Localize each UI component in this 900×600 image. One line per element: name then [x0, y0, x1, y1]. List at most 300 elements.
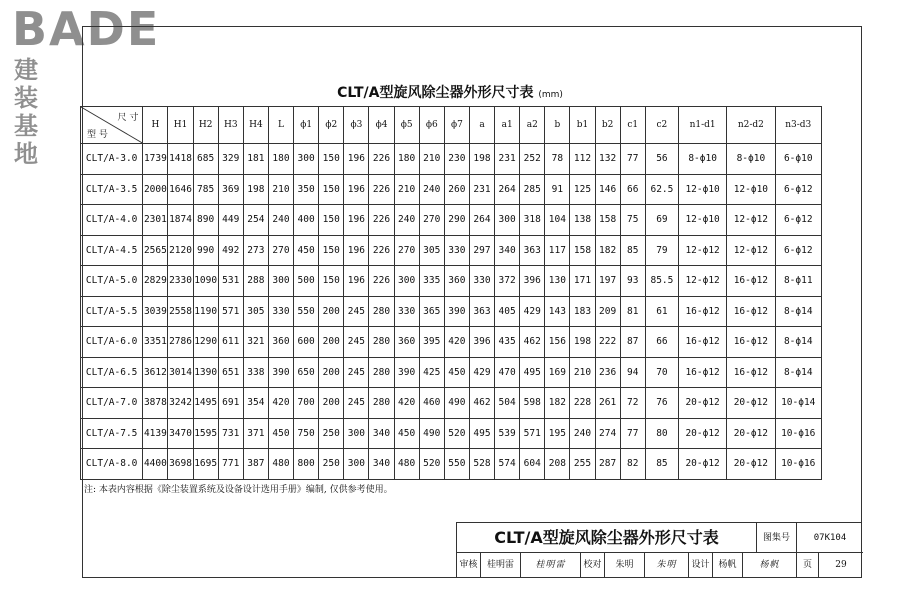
value-cell: 150	[319, 205, 344, 236]
value-cell: 300	[294, 144, 319, 175]
value-cell: 70	[645, 357, 678, 388]
table-row	[81, 266, 822, 297]
logo-subtitle: 建装基地	[14, 56, 42, 168]
value-cell: 200	[319, 296, 344, 327]
value-cell: 208	[545, 449, 570, 480]
page-title	[0, 82, 900, 102]
table-note: 注: 本表内容根据《除尘装置系统及设备设计选用手册》编制, 仅供参考使用。	[84, 485, 393, 495]
value-cell: 61	[645, 296, 678, 327]
value-cell: 350	[294, 174, 319, 205]
value-cell: 226	[369, 144, 394, 175]
table-row	[81, 144, 822, 175]
value-cell: 360	[444, 266, 469, 297]
value-cell: 87	[620, 327, 645, 358]
value-cell: 12-ϕ12	[679, 266, 727, 297]
value-cell: 12-ϕ12	[679, 235, 727, 266]
value-cell: 245	[344, 388, 369, 419]
value-cell: 104	[545, 205, 570, 236]
value-cell: 16-ϕ12	[679, 296, 727, 327]
value-cell: 12-ϕ10	[679, 174, 727, 205]
value-cell: 363	[520, 235, 545, 266]
value-cell: 195	[545, 418, 570, 449]
value-cell: 2120	[168, 235, 193, 266]
value-cell: 72	[620, 388, 645, 419]
review-name: 桂明雷	[481, 553, 521, 577]
value-cell: 16-ϕ12	[727, 296, 775, 327]
value-cell: 685	[193, 144, 218, 175]
value-cell: 571	[520, 418, 545, 449]
value-cell: 150	[319, 266, 344, 297]
value-cell: 288	[243, 266, 268, 297]
value-cell: 132	[595, 144, 620, 175]
value-cell: 387	[243, 449, 268, 480]
value-cell: 250	[319, 418, 344, 449]
value-cell: 1595	[193, 418, 218, 449]
value-cell: 450	[268, 418, 293, 449]
table-row	[81, 205, 822, 236]
value-cell: 180	[268, 144, 293, 175]
value-cell: 285	[520, 174, 545, 205]
column-header: L	[268, 107, 293, 144]
header-diagonal-cell	[81, 107, 143, 144]
value-cell: 209	[595, 296, 620, 327]
value-cell: 85.5	[645, 266, 678, 297]
review-signature: 桂明雷	[521, 553, 581, 577]
value-cell: 196	[344, 174, 369, 205]
value-cell: 62.5	[645, 174, 678, 205]
dimension-table	[80, 106, 822, 480]
value-cell: 550	[444, 449, 469, 480]
column-header: c1	[620, 107, 645, 144]
value-cell: 340	[495, 235, 520, 266]
value-cell: 360	[268, 327, 293, 358]
value-cell: 252	[520, 144, 545, 175]
value-cell: 254	[243, 205, 268, 236]
value-cell: 171	[570, 266, 595, 297]
value-cell: 2330	[168, 266, 193, 297]
value-cell: 8-ϕ14	[775, 296, 822, 327]
value-cell: 260	[444, 174, 469, 205]
value-cell: 495	[520, 357, 545, 388]
value-cell: 3470	[168, 418, 193, 449]
value-cell: 20-ϕ12	[679, 418, 727, 449]
table-body	[81, 144, 822, 480]
column-header: ϕ4	[369, 107, 394, 144]
value-cell: 731	[218, 418, 243, 449]
value-cell: 8-ϕ10	[727, 144, 775, 175]
value-cell: 611	[218, 327, 243, 358]
column-header: ϕ1	[294, 107, 319, 144]
value-cell: 360	[394, 327, 419, 358]
model-cell: CLT/A-8.0	[81, 449, 143, 480]
value-cell: 182	[595, 235, 620, 266]
value-cell: 6-ϕ12	[775, 205, 822, 236]
value-cell: 318	[520, 205, 545, 236]
value-cell: 420	[268, 388, 293, 419]
value-cell: 261	[595, 388, 620, 419]
column-header: ϕ7	[444, 107, 469, 144]
value-cell: 169	[545, 357, 570, 388]
value-cell: 600	[294, 327, 319, 358]
value-cell: 16-ϕ12	[679, 327, 727, 358]
value-cell: 528	[469, 449, 494, 480]
value-cell: 12-ϕ10	[679, 205, 727, 236]
value-cell: 490	[444, 388, 469, 419]
value-cell: 300	[344, 418, 369, 449]
value-cell: 16-ϕ12	[679, 357, 727, 388]
value-cell: 56	[645, 144, 678, 175]
value-cell: 520	[419, 449, 444, 480]
value-cell: 2558	[168, 296, 193, 327]
value-cell: 2000	[143, 174, 168, 205]
table-row	[81, 296, 822, 327]
value-cell: 20-ϕ12	[727, 418, 775, 449]
table-row	[81, 357, 822, 388]
column-header: b	[545, 107, 570, 144]
value-cell: 222	[595, 327, 620, 358]
value-cell: 150	[319, 174, 344, 205]
value-cell: 651	[218, 357, 243, 388]
value-cell: 181	[243, 144, 268, 175]
column-header: ϕ3	[344, 107, 369, 144]
value-cell: 183	[570, 296, 595, 327]
value-cell: 12-ϕ12	[727, 205, 775, 236]
value-cell: 198	[243, 174, 268, 205]
value-cell: 10-ϕ16	[775, 449, 822, 480]
value-cell: 12-ϕ12	[727, 235, 775, 266]
column-header: n2-d2	[727, 107, 775, 144]
value-cell: 200	[319, 357, 344, 388]
check-signature: 朱明	[645, 553, 689, 577]
design-label: 设计	[689, 553, 713, 577]
title-block	[456, 522, 862, 578]
value-cell: 280	[369, 296, 394, 327]
value-cell: 321	[243, 327, 268, 358]
value-cell: 2565	[143, 235, 168, 266]
value-cell: 371	[243, 418, 268, 449]
value-cell: 365	[419, 296, 444, 327]
value-cell: 226	[369, 235, 394, 266]
table-row	[81, 327, 822, 358]
value-cell: 82	[620, 449, 645, 480]
value-cell: 245	[344, 327, 369, 358]
value-cell: 330	[469, 266, 494, 297]
value-cell: 240	[419, 174, 444, 205]
value-cell: 200	[319, 327, 344, 358]
atlas-number: 07K104	[797, 523, 863, 553]
value-cell: 80	[645, 418, 678, 449]
value-cell: 4400	[143, 449, 168, 480]
value-cell: 20-ϕ12	[727, 449, 775, 480]
table-row	[81, 449, 822, 480]
value-cell: 264	[495, 174, 520, 205]
value-cell: 8-ϕ10	[679, 144, 727, 175]
value-cell: 91	[545, 174, 570, 205]
model-cell: CLT/A-4.0	[81, 205, 143, 236]
column-header: a	[469, 107, 494, 144]
value-cell: 429	[469, 357, 494, 388]
logo-brand: BADE	[12, 2, 161, 56]
value-cell: 78	[545, 144, 570, 175]
model-cell: CLT/A-6.5	[81, 357, 143, 388]
value-cell: 226	[369, 205, 394, 236]
value-cell: 462	[469, 388, 494, 419]
value-cell: 156	[545, 327, 570, 358]
model-cell: CLT/A-5.5	[81, 296, 143, 327]
value-cell: 429	[520, 296, 545, 327]
model-cell: CLT/A-6.0	[81, 327, 143, 358]
value-cell: 270	[419, 205, 444, 236]
value-cell: 130	[545, 266, 570, 297]
value-cell: 93	[620, 266, 645, 297]
value-cell: 396	[520, 266, 545, 297]
value-cell: 305	[243, 296, 268, 327]
value-cell: 330	[394, 296, 419, 327]
column-header: H4	[243, 107, 268, 144]
table-row	[81, 388, 822, 419]
value-cell: 3242	[168, 388, 193, 419]
value-cell: 158	[595, 205, 620, 236]
value-cell: 125	[570, 174, 595, 205]
column-header: c2	[645, 107, 678, 144]
value-cell: 146	[595, 174, 620, 205]
value-cell: 20-ϕ12	[727, 388, 775, 419]
value-cell: 470	[495, 357, 520, 388]
value-cell: 420	[394, 388, 419, 419]
value-cell: 297	[469, 235, 494, 266]
value-cell: 372	[495, 266, 520, 297]
value-cell: 539	[495, 418, 520, 449]
value-cell: 200	[319, 388, 344, 419]
value-cell: 66	[645, 327, 678, 358]
value-cell: 270	[268, 235, 293, 266]
model-cell: CLT/A-3.0	[81, 144, 143, 175]
value-cell: 462	[520, 327, 545, 358]
value-cell: 280	[369, 327, 394, 358]
value-cell: 691	[218, 388, 243, 419]
value-cell: 420	[444, 327, 469, 358]
header-model-label: 型 号	[87, 130, 108, 140]
value-cell: 231	[469, 174, 494, 205]
atlas-label: 图集号	[757, 523, 797, 553]
value-cell: 280	[369, 388, 394, 419]
value-cell: 369	[218, 174, 243, 205]
value-cell: 69	[645, 205, 678, 236]
table-row	[81, 235, 822, 266]
value-cell: 280	[369, 357, 394, 388]
column-header: ϕ6	[419, 107, 444, 144]
value-cell: 16-ϕ12	[727, 266, 775, 297]
value-cell: 250	[319, 449, 344, 480]
table-row	[81, 418, 822, 449]
value-cell: 300	[344, 449, 369, 480]
value-cell: 240	[394, 205, 419, 236]
value-cell: 574	[495, 449, 520, 480]
value-cell: 20-ϕ12	[679, 449, 727, 480]
value-cell: 500	[294, 266, 319, 297]
title-block-title: CLT/A型旋风除尘器外形尺寸表	[457, 523, 757, 553]
value-cell: 77	[620, 144, 645, 175]
design-name: 杨帆	[713, 553, 743, 577]
design-signature: 杨帆	[743, 553, 797, 577]
value-cell: 1874	[168, 205, 193, 236]
value-cell: 196	[344, 144, 369, 175]
value-cell: 245	[344, 357, 369, 388]
value-cell: 338	[243, 357, 268, 388]
value-cell: 785	[193, 174, 218, 205]
value-cell: 450	[394, 418, 419, 449]
value-cell: 480	[268, 449, 293, 480]
value-cell: 66	[620, 174, 645, 205]
value-cell: 750	[294, 418, 319, 449]
column-header: H2	[193, 107, 218, 144]
value-cell: 236	[595, 357, 620, 388]
value-cell: 264	[469, 205, 494, 236]
value-cell: 800	[294, 449, 319, 480]
value-cell: 449	[218, 205, 243, 236]
value-cell: 197	[595, 266, 620, 297]
check-label: 校对	[581, 553, 605, 577]
value-cell: 330	[268, 296, 293, 327]
value-cell: 158	[570, 235, 595, 266]
value-cell: 245	[344, 296, 369, 327]
value-cell: 520	[444, 418, 469, 449]
value-cell: 230	[444, 144, 469, 175]
value-cell: 1695	[193, 449, 218, 480]
value-cell: 330	[444, 235, 469, 266]
value-cell: 480	[394, 449, 419, 480]
value-cell: 180	[394, 144, 419, 175]
value-cell: 81	[620, 296, 645, 327]
value-cell: 6-ϕ12	[775, 174, 822, 205]
model-cell: CLT/A-4.5	[81, 235, 143, 266]
value-cell: 531	[218, 266, 243, 297]
value-cell: 1090	[193, 266, 218, 297]
value-cell: 604	[520, 449, 545, 480]
value-cell: 85	[620, 235, 645, 266]
value-cell: 340	[369, 418, 394, 449]
value-cell: 6-ϕ12	[775, 235, 822, 266]
value-cell: 396	[469, 327, 494, 358]
table-header-row	[81, 107, 822, 144]
column-header: a1	[495, 107, 520, 144]
value-cell: 435	[495, 327, 520, 358]
value-cell: 890	[193, 205, 218, 236]
value-cell: 8-ϕ11	[775, 266, 822, 297]
value-cell: 300	[495, 205, 520, 236]
value-cell: 94	[620, 357, 645, 388]
value-cell: 1418	[168, 144, 193, 175]
value-cell: 340	[369, 449, 394, 480]
value-cell: 450	[444, 357, 469, 388]
column-header: H3	[218, 107, 243, 144]
value-cell: 143	[545, 296, 570, 327]
value-cell: 495	[469, 418, 494, 449]
value-cell: 273	[243, 235, 268, 266]
value-cell: 210	[394, 174, 419, 205]
value-cell: 240	[570, 418, 595, 449]
column-header: b2	[595, 107, 620, 144]
value-cell: 210	[419, 144, 444, 175]
value-cell: 12-ϕ10	[727, 174, 775, 205]
value-cell: 77	[620, 418, 645, 449]
value-cell: 198	[570, 327, 595, 358]
title-unit: (mm)	[538, 90, 563, 100]
value-cell: 10-ϕ16	[775, 418, 822, 449]
value-cell: 3698	[168, 449, 193, 480]
value-cell: 1190	[193, 296, 218, 327]
value-cell: 3014	[168, 357, 193, 388]
value-cell: 2301	[143, 205, 168, 236]
value-cell: 20-ϕ12	[679, 388, 727, 419]
value-cell: 287	[595, 449, 620, 480]
value-cell: 490	[419, 418, 444, 449]
model-cell: CLT/A-7.5	[81, 418, 143, 449]
value-cell: 16-ϕ12	[727, 357, 775, 388]
value-cell: 75	[620, 205, 645, 236]
value-cell: 700	[294, 388, 319, 419]
value-cell: 400	[294, 205, 319, 236]
value-cell: 274	[595, 418, 620, 449]
column-header: H1	[168, 107, 193, 144]
value-cell: 150	[319, 235, 344, 266]
model-cell: CLT/A-5.0	[81, 266, 143, 297]
value-cell: 6-ϕ10	[775, 144, 822, 175]
value-cell: 390	[444, 296, 469, 327]
value-cell: 3612	[143, 357, 168, 388]
value-cell: 196	[344, 266, 369, 297]
value-cell: 492	[218, 235, 243, 266]
column-header: ϕ5	[394, 107, 419, 144]
value-cell: 255	[570, 449, 595, 480]
value-cell: 329	[218, 144, 243, 175]
model-cell: CLT/A-7.0	[81, 388, 143, 419]
value-cell: 210	[570, 357, 595, 388]
value-cell: 228	[570, 388, 595, 419]
value-cell: 8-ϕ14	[775, 357, 822, 388]
value-cell: 550	[294, 296, 319, 327]
value-cell: 138	[570, 205, 595, 236]
check-name: 朱明	[605, 553, 645, 577]
value-cell: 198	[469, 144, 494, 175]
review-label: 审核	[457, 553, 481, 577]
value-cell: 4139	[143, 418, 168, 449]
value-cell: 598	[520, 388, 545, 419]
value-cell: 8-ϕ14	[775, 327, 822, 358]
value-cell: 85	[645, 449, 678, 480]
value-cell: 571	[218, 296, 243, 327]
value-cell: 117	[545, 235, 570, 266]
value-cell: 290	[444, 205, 469, 236]
value-cell: 354	[243, 388, 268, 419]
value-cell: 76	[645, 388, 678, 419]
value-cell: 1739	[143, 144, 168, 175]
value-cell: 79	[645, 235, 678, 266]
value-cell: 210	[268, 174, 293, 205]
value-cell: 1646	[168, 174, 193, 205]
model-cell: CLT/A-3.5	[81, 174, 143, 205]
value-cell: 390	[394, 357, 419, 388]
value-cell: 1495	[193, 388, 218, 419]
value-cell: 10-ϕ14	[775, 388, 822, 419]
value-cell: 425	[419, 357, 444, 388]
value-cell: 1290	[193, 327, 218, 358]
value-cell: 300	[268, 266, 293, 297]
value-cell: 231	[495, 144, 520, 175]
value-cell: 112	[570, 144, 595, 175]
value-cell: 650	[294, 357, 319, 388]
column-header: n3-d3	[775, 107, 822, 144]
